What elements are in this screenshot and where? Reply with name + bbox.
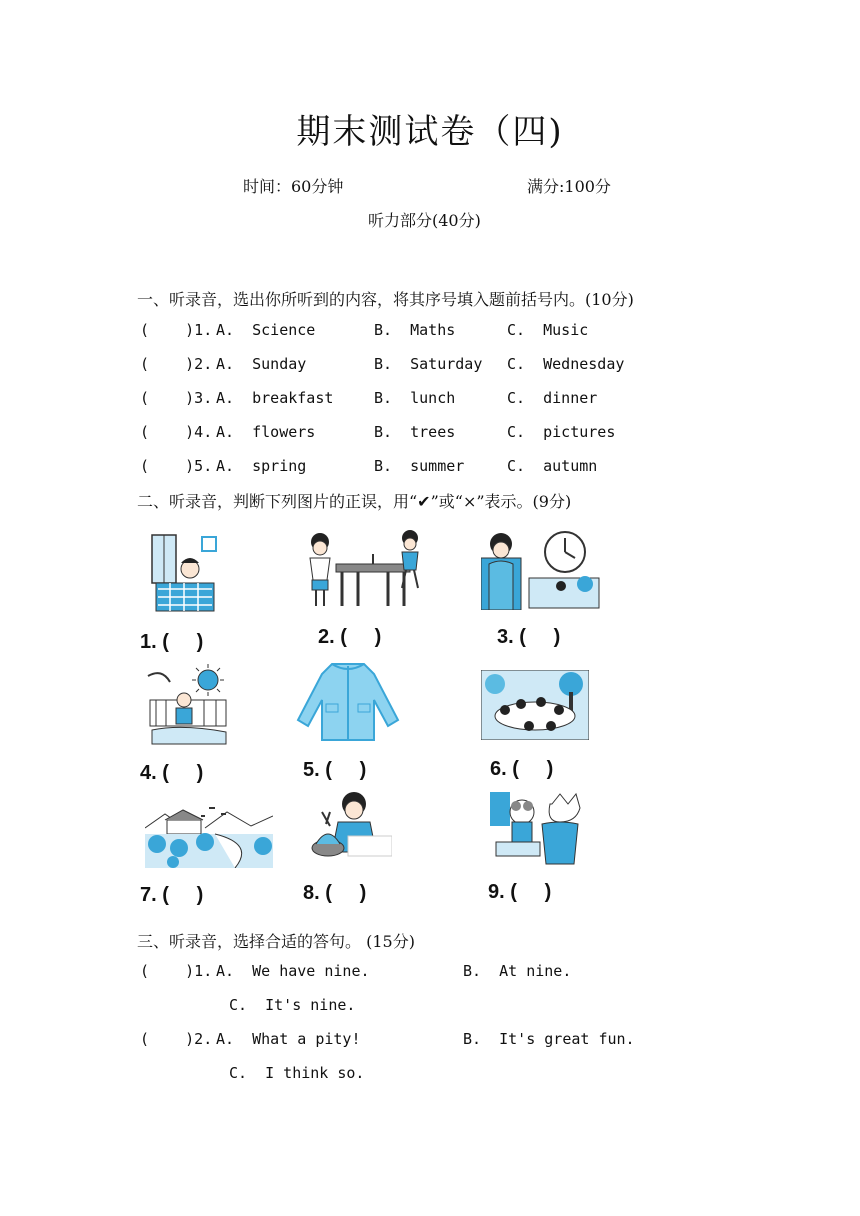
picture-6-answer[interactable]: 6. ( ) xyxy=(490,758,554,780)
question-number[interactable]: ( )2. xyxy=(140,1030,213,1048)
picture-1-answer[interactable]: 1. ( ) xyxy=(140,631,204,653)
option-b: B. Saturday xyxy=(374,355,483,373)
question-number[interactable]: ( )2. xyxy=(140,355,213,373)
picture-animal-cartoon xyxy=(490,792,582,866)
question-row xyxy=(140,457,740,481)
picture-7-answer[interactable]: 7. ( ) xyxy=(140,884,204,906)
picture-2-answer[interactable]: 2. ( ) xyxy=(318,626,382,648)
listening-part-label: 听力部分(40分) xyxy=(368,211,481,230)
option-a: A. spring xyxy=(216,457,307,475)
question-row xyxy=(140,1064,740,1088)
page-title: 期末测试卷（四) xyxy=(296,112,564,152)
question-number[interactable]: ( )1. xyxy=(140,321,213,339)
option-c: C. dinner xyxy=(507,389,598,407)
picture-boy-in-windy-park xyxy=(146,664,230,746)
option-b: B. lunch xyxy=(374,389,456,407)
question-row xyxy=(140,962,740,986)
option-c: C. It's nine. xyxy=(229,996,356,1014)
picture-kids-picnic xyxy=(481,670,589,740)
option-a: A. breakfast xyxy=(216,389,334,407)
option-b: B. At nine. xyxy=(463,962,572,980)
option-b: B. Maths xyxy=(374,321,456,339)
question-row xyxy=(140,389,740,413)
question-row xyxy=(140,996,740,1020)
picture-girl-with-clock xyxy=(481,528,601,610)
option-a: A. What a pity! xyxy=(216,1030,361,1048)
section-2-heading: 二、听录音，判断下列图片的正误，用“✔”或“×”表示。(9分) xyxy=(137,492,572,511)
picture-9-answer[interactable]: 9. ( ) xyxy=(488,881,552,903)
question-row xyxy=(140,423,740,447)
question-row xyxy=(140,355,740,379)
picture-girl-with-cake xyxy=(308,790,392,866)
option-c: C. Music xyxy=(507,321,589,339)
picture-8-answer[interactable]: 8. ( ) xyxy=(303,882,367,904)
option-c: C. Wednesday xyxy=(507,355,625,373)
option-b: B. trees xyxy=(374,423,456,441)
section-3-heading: 三、听录音，选择合适的答句。 (15分) xyxy=(137,932,415,951)
picture-boy-waking-in-bed xyxy=(150,533,220,615)
option-b: B. It's great fun. xyxy=(463,1030,635,1048)
question-number[interactable]: ( )3. xyxy=(140,389,213,407)
question-row xyxy=(140,1030,740,1054)
option-c: C. I think so. xyxy=(229,1064,365,1082)
option-a: A. flowers xyxy=(216,423,316,441)
option-c: C. autumn xyxy=(507,457,598,475)
option-c: C. pictures xyxy=(507,423,616,441)
option-a: A. We have nine. xyxy=(216,962,370,980)
option-a: A. Science xyxy=(216,321,316,339)
picture-kids-playing-table-tennis xyxy=(296,528,432,610)
picture-5-answer[interactable]: 5. ( ) xyxy=(303,759,367,781)
picture-3-answer[interactable]: 3. ( ) xyxy=(497,626,561,648)
picture-jacket xyxy=(296,660,400,744)
question-number[interactable]: ( )4. xyxy=(140,423,213,441)
option-a: A. Sunday xyxy=(216,355,307,373)
section-1-heading: 一、听录音，选出你所听到的内容，将其序号填入题前括号内。(10分) xyxy=(137,290,634,309)
question-row xyxy=(140,321,740,345)
picture-village-landscape xyxy=(145,798,273,868)
question-number[interactable]: ( )5. xyxy=(140,457,213,475)
question-number[interactable]: ( )1. xyxy=(140,962,213,980)
total-score: 满分:100分 xyxy=(527,177,611,196)
time-limit: 时间：60分钟 xyxy=(243,177,344,196)
option-b: B. summer xyxy=(374,457,465,475)
picture-4-answer[interactable]: 4. ( ) xyxy=(140,762,204,784)
